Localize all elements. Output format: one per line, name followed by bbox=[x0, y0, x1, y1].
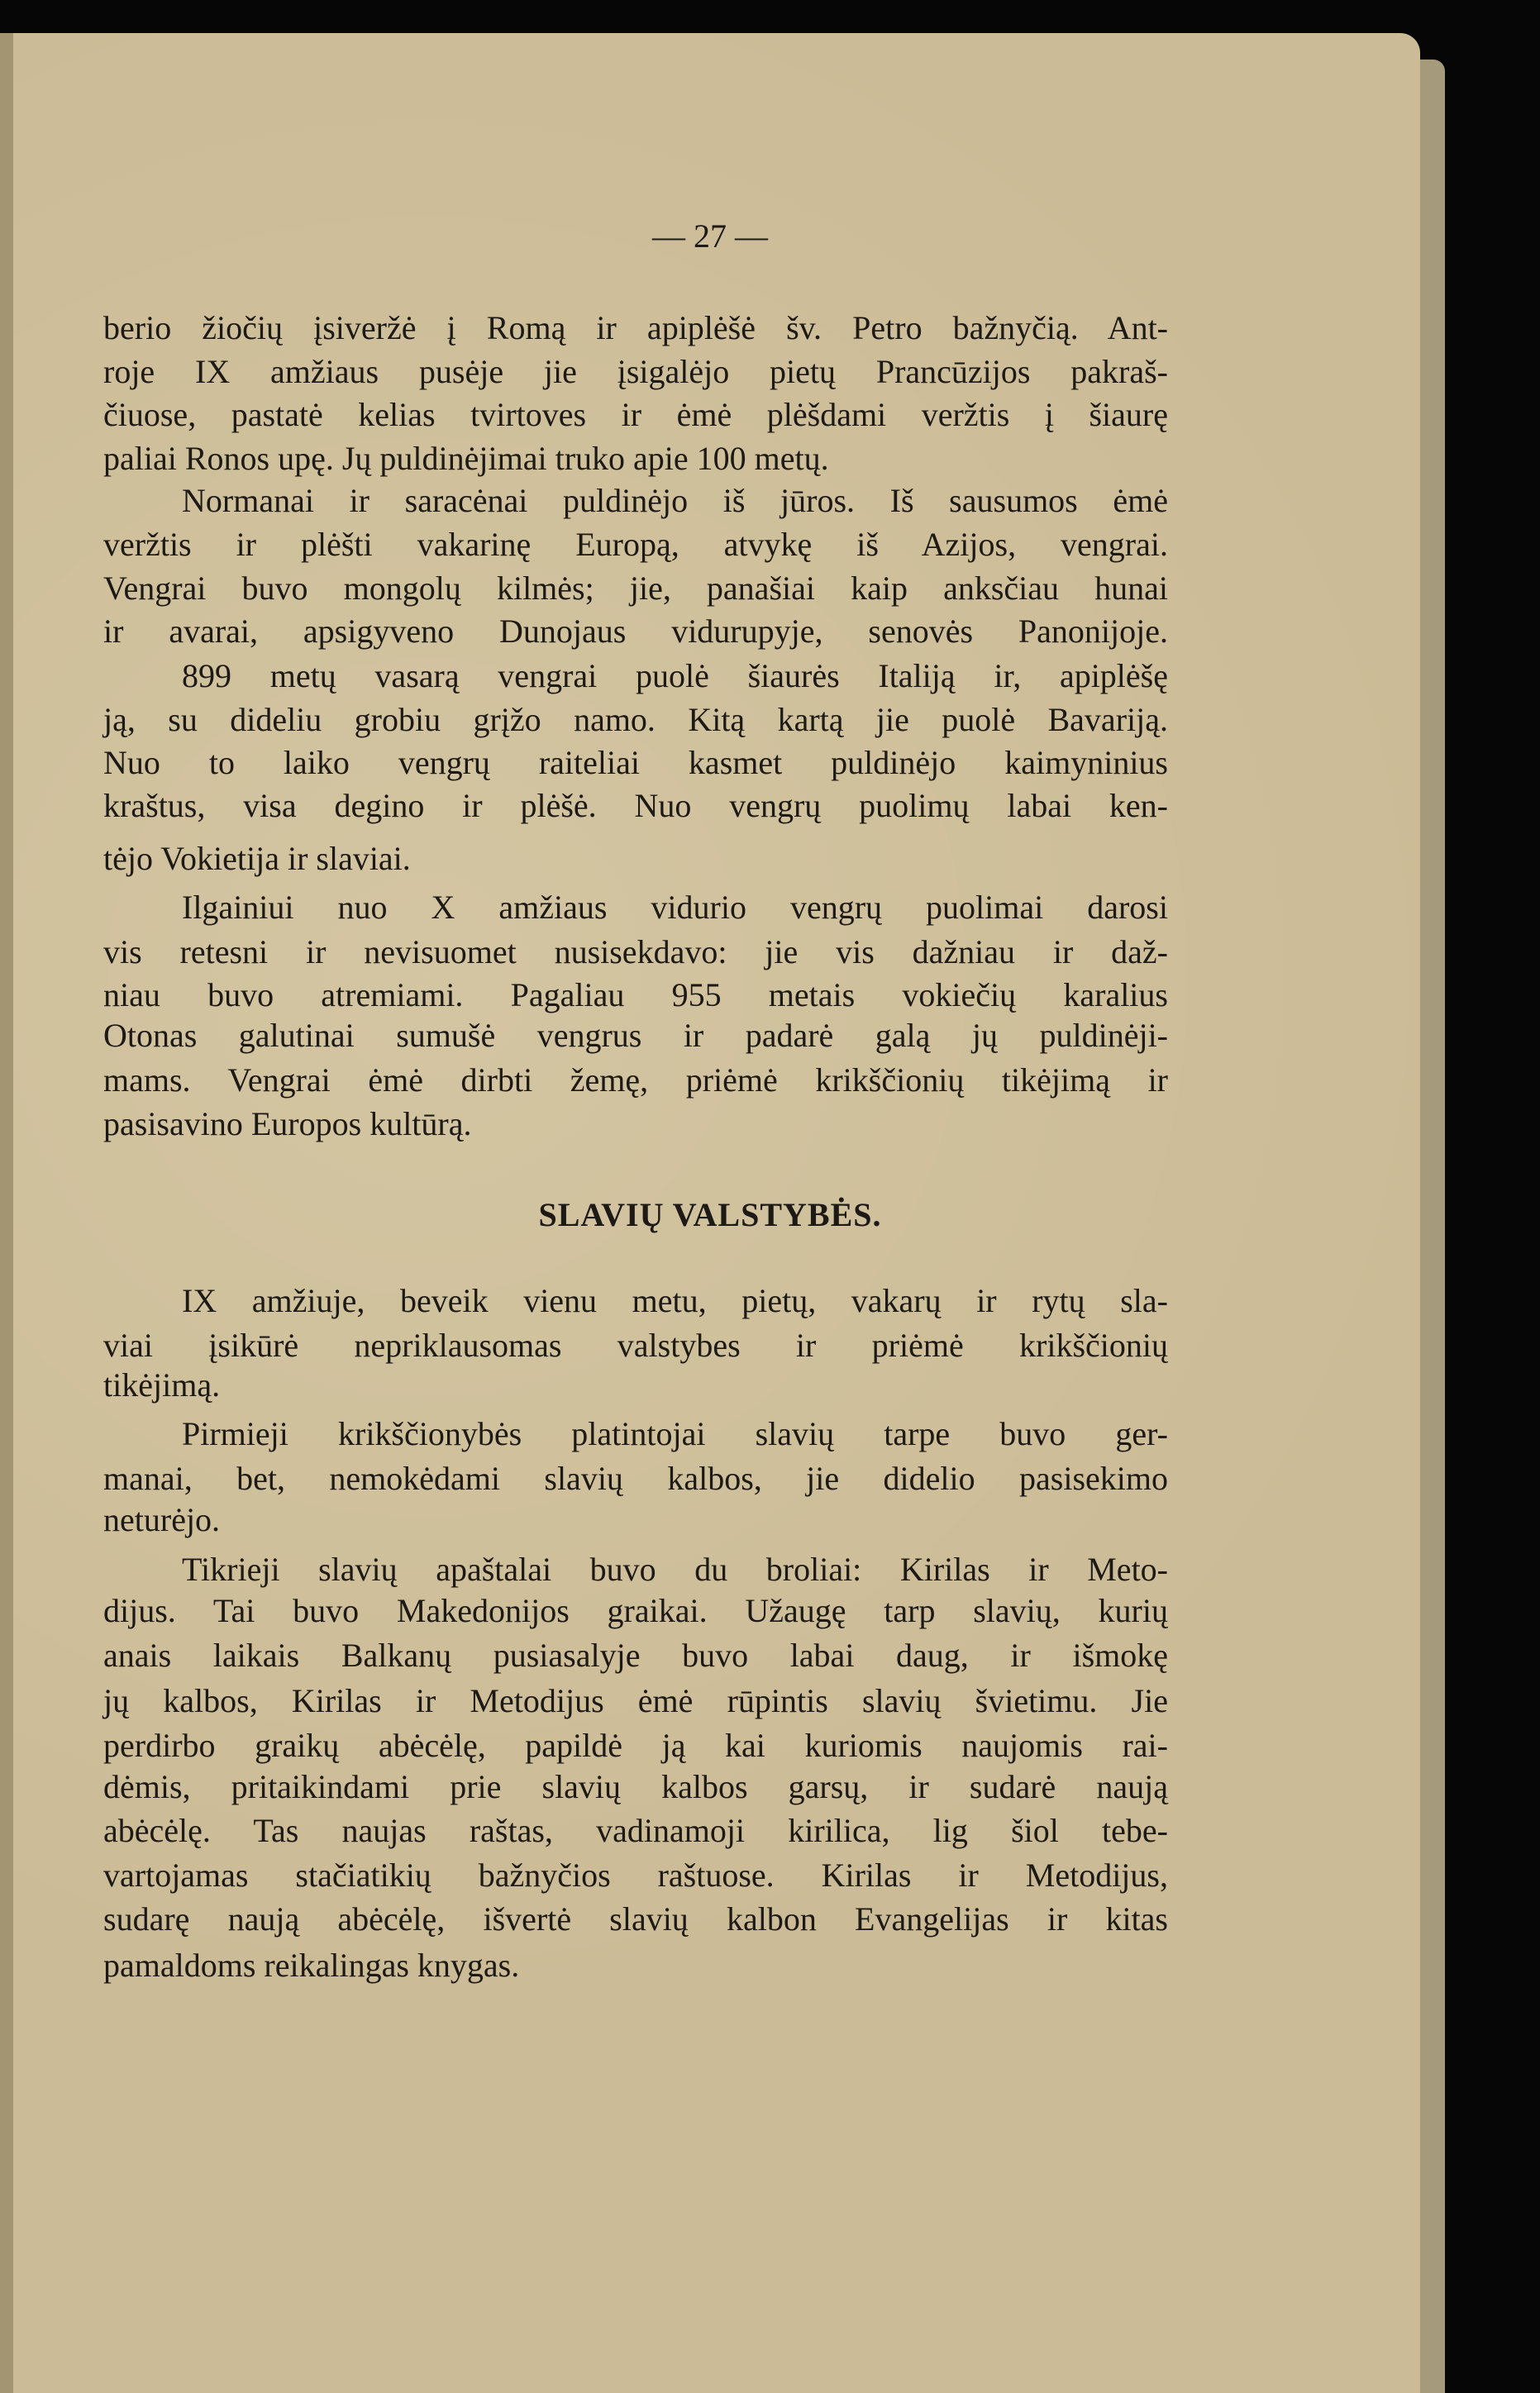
text-line: sudarę naują abėcėlę, išvertė slavių kalbon Evangelijas ir kitas bbox=[103, 1900, 1168, 1938]
text-line: dijus. Tai buvo Makedonijos graikai. Užaugę tarp slavių, kurių bbox=[103, 1592, 1168, 1629]
text-line: Otonas galutinai sumušė vengrus ir padarė galą jų puldinėji- bbox=[103, 1017, 1168, 1054]
text-line: viai įsikūrė nepriklausomas valstybes ir priėmė krikščionių bbox=[103, 1327, 1168, 1364]
text-line: IX amžiuje, beveik vienu metu, pietų, vakarų ir rytų sla- bbox=[182, 1282, 1168, 1319]
text-line: Normanai ir saracėnai puldinėjo iš jūros. Iš sausumos ėmė bbox=[182, 482, 1168, 519]
text-line: Pirmieji krikščionybės platintojai slavių tarpe buvo ger- bbox=[182, 1415, 1168, 1452]
text-line: berio žiočių įsiveržė į Romą ir apiplėšė šv. Petro bažnyčią. Ant- bbox=[103, 309, 1168, 346]
text-line: jų kalbos, Kirilas ir Metodijus ėmė rūpintis slavių švietimu. Jie bbox=[103, 1682, 1168, 1719]
text-line: neturėjo. bbox=[103, 1501, 221, 1538]
text-line: pamaldoms reikalingas knygas. bbox=[103, 1947, 520, 1984]
text-line: anais laikais Balkanų pusiasalyje buvo labai daug, ir išmokę bbox=[103, 1637, 1168, 1674]
text-line: tėjo Vokietija ir slaviai. bbox=[103, 840, 411, 877]
text-line: Vengrai buvo mongolų kilmės; jie, panašiai kaip anksčiau hunai bbox=[103, 570, 1168, 607]
page-number: — 27 — bbox=[652, 217, 768, 255]
text-line: Tikrieji slavių apaštalai buvo du broliai: Kirilas ir Meto- bbox=[182, 1551, 1168, 1588]
text-line: tikėjimą. bbox=[103, 1366, 221, 1404]
text-line: pasisavino Europos kultūrą. bbox=[103, 1105, 472, 1142]
text-line: vis retesni ir nevisuomet nusisekdavo: jie vis dažniau ir daž- bbox=[103, 933, 1168, 970]
text-line: paliai Ronos upę. Jų puldinėjimai truko apie 100 metų. bbox=[103, 440, 829, 477]
text-line: manai, bet, nemokėdami slavių kalbos, jie didelio pasisekimo bbox=[103, 1460, 1168, 1497]
text-line: perdirbo graikų abėcėlę, papildė ją kai kuriomis naujomis rai- bbox=[103, 1727, 1168, 1764]
text-line: veržtis ir plėšti vakarinę Europą, atvykę iš Azijos, vengrai. bbox=[103, 526, 1168, 563]
text-line: Ilgainiui nuo X amžiaus vidurio vengrų puolimai darosi bbox=[182, 889, 1168, 926]
text-line: kraštus, visa degino ir plėšė. Nuo vengrų puolimų labai ken- bbox=[103, 787, 1168, 824]
text-line: mams. Vengrai ėmė dirbti žemę, priėmė krikščionių tikėjimą ir bbox=[103, 1061, 1168, 1099]
text-line: niau buvo atremiami. Pagaliau 955 metais vokiečių karalius bbox=[103, 976, 1168, 1013]
text-line: roje IX amžiaus pusėje jie įsigalėjo pietų Prancūzijos pakraš- bbox=[103, 353, 1168, 390]
text-line: ir avarai, apsigyveno Dunojaus vidurupyje, senovės Panonijoje. bbox=[103, 613, 1168, 650]
text-line: abėcėlę. Tas naujas raštas, vadinamoji kirilica, lig šiol tebe- bbox=[103, 1812, 1168, 1849]
text-line: ją, su dideliu grobiu grįžo namo. Kitą kartą jie puolė Bavariją. bbox=[103, 701, 1168, 738]
text-line: čiuose, pastatė kelias tvirtoves ir ėmė plėšdami veržtis į šiaurę bbox=[103, 396, 1168, 433]
text-line: 899 metų vasarą vengrai puolė šiaurės Italiją ir, apiplėšę bbox=[182, 657, 1168, 694]
text-line: vartojamas stačiatikių bažnyčios raštuose. Kirilas ir Metodijus, bbox=[103, 1857, 1168, 1894]
section-heading: SLAVIŲ VALSTYBĖS. bbox=[538, 1196, 882, 1233]
text-line: Nuo to laiko vengrų raiteliai kasmet puldinėjo kaimyninius bbox=[103, 744, 1168, 781]
text-line: dėmis, pritaikindami prie slavių kalbos garsų, ir sudarė naują bbox=[103, 1768, 1168, 1805]
page-right-edge bbox=[1420, 60, 1445, 2393]
